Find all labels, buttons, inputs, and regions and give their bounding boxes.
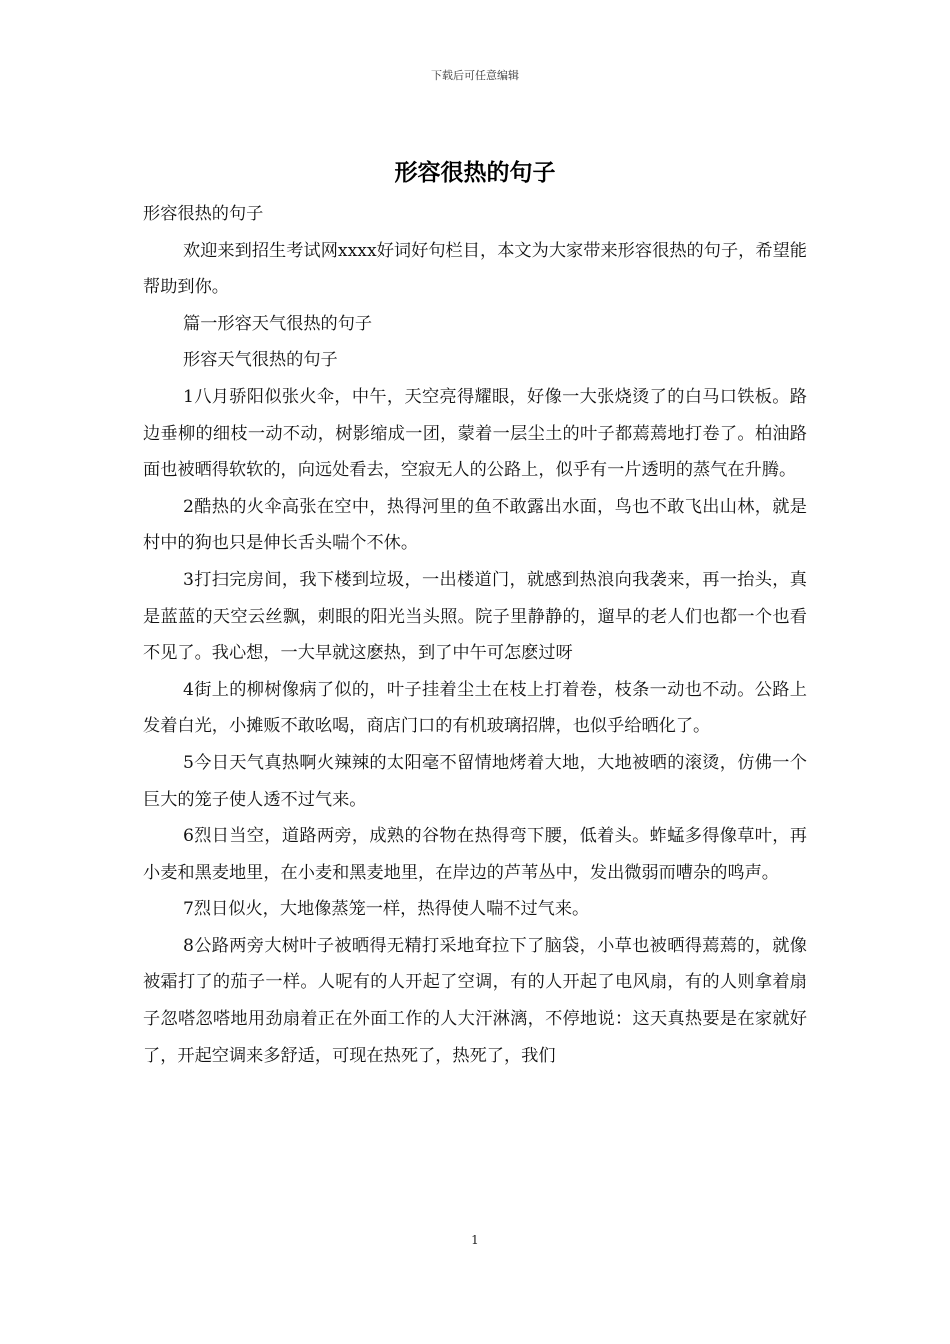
- paragraph-section-heading: 篇一形容天气很热的句子: [183, 313, 373, 334]
- page-number: 1: [471, 1233, 479, 1247]
- document-title: 形容很热的句子: [394, 159, 556, 186]
- paragraph-item-7: 7烈日似火，大地像蒸笼一样，热得使人喘不过气来。: [183, 899, 590, 920]
- paragraph-item-4: 4街上的柳树像病了似的，叶子挂着尘土在枝上打着卷，枝条一动也不动。公路上发着白光，小摊贩不敢吆喝，商店门口的有机玻璃招牌，也似乎给晒化了。: [143, 679, 807, 737]
- paragraph-item-2: 2酷热的火伞高张在空中，热得河里的鱼不敢露出水面，鸟也不敢飞出山林，就是村中的狗也只是伸长舌头喘个不休。: [143, 496, 807, 554]
- paragraph-item-5: 5今日天气真热啊火辣辣的太阳毫不留情地烤着大地，大地被晒的滚烫，仿佛一个巨大的笼子使人透不过气来。: [143, 752, 807, 810]
- paragraph-item-6: 6烈日当空，道路两旁，成熟的谷物在热得弯下腰，低着头。蚱蜢多得像草叶，再小麦和黑麦地里，在小麦和黑麦地里，在岸边的芦苇丛中，发出微弱而嘈杂的鸣声。: [143, 826, 807, 883]
- document-body: [143, 196, 807, 1074]
- paragraph-item-8: 8公路两旁大树叶子被晒得无精打采地耷拉下了脑袋，小草也被晒得蔫蔫的，就像被霜打了的茄子一样。人呢有的人开起了空调，有的人开起了电风扇，有的人则拿着扇子忽嗒忽嗒地用劲扇着正在外面工作的人大汗淋漓，不停地说：这天真热要是在家就好了，开起空调来多舒适，可现在热死了，热死了，我们: [143, 935, 807, 1066]
- paragraph-item-3: 3打扫完房间，我下楼到垃圾，一出楼道门，就感到热浪向我袭来，再一抬头，真是蓝蓝的天空云丝飘，刺眼的阳光当头照。院子里静静的，遛早的老人们也都一个也看不见了。我心想，一大早就这麽热，到了中午可怎麽过呀: [143, 569, 807, 664]
- paragraph-section-title: 形容天气很热的句子: [183, 350, 338, 371]
- header-note: 下载后可任意编辑: [431, 69, 519, 82]
- paragraph-intro: 欢迎来到招生考试网xxxx好词好句栏目，本文为大家带来形容很热的句子，希望能帮助到你。: [143, 240, 807, 298]
- paragraph-item-1: 1八月骄阳似张火伞，中午，天空亮得耀眼，好像一大张烧烫了的白马口铁板。路边垂柳的细枝一动不动，树影缩成一团，蒙着一层尘土的叶子都蔫蔫地打卷了。柏油路面也被晒得软软的，向远处看去，空寂无人的公路上，似乎有一片透明的蒸气在升腾。: [143, 386, 807, 481]
- paragraph-subtitle: 形容很热的句子: [143, 204, 264, 224]
